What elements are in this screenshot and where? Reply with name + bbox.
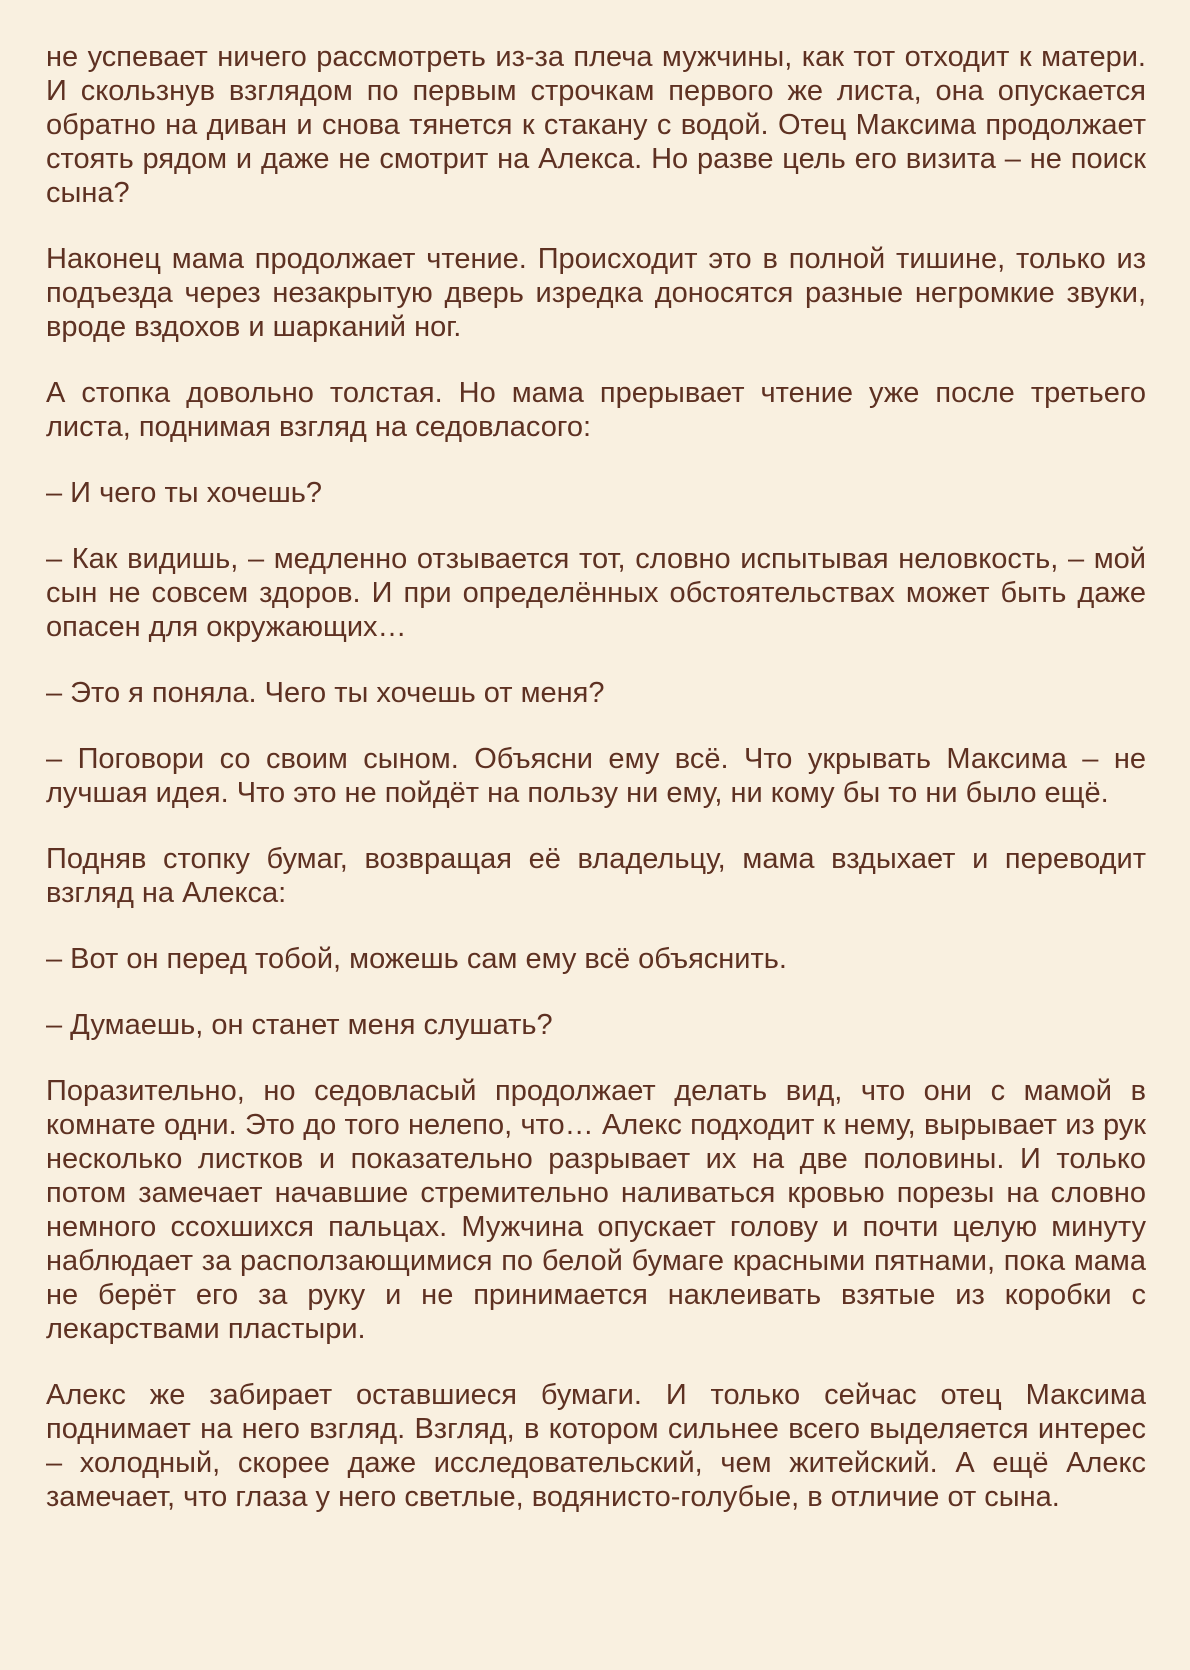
- dialogue-line: – Поговори со своим сыном. Объясни ему всё. Что укрывать Максима – не лучшая идея. Что это не пойдёт на пользу ни ему, ни кому бы то ни было ещё.: [46, 743, 1146, 809]
- dialogue-line: – Это я поняла. Чего ты хочешь от меня?: [46, 677, 605, 709]
- paragraph: Наконец мама продолжает чтение. Происходит это в полной тишине, только из подъезда через незакрытую дверь изредка доносятся разные негромкие звуки, вроде вздохов и шарканий ног.: [46, 243, 1146, 343]
- dialogue-line: – Как видишь, – медленно отзывается тот, словно испытывая неловкость, – мой сын не совсем здоров. И при определённых обстоятельствах может быть даже опасен для окружающих…: [46, 543, 1146, 643]
- dialogue-line: – Вот он перед тобой, можешь сам ему всё объяснить.: [46, 943, 787, 975]
- paragraph: Подняв стопку бумаг, возвращая её владельцу, мама вздыхает и переводит взгляд на Алекса:: [46, 843, 1146, 909]
- paragraph: Поразительно, но седовласый продолжает делать вид, что они с мамой в комнате одни. Это до того нелепо, что… Алекс подходит к нему, вырывает из рук несколько листков и показательно разрывает их на две половины. И только потом замечает начавшие стремительно наливаться кровью порезы на словно немного ссохшихся пальцах. Мужчина опускает голову и почти целую минуту наблюдает за расползающимися по белой бумаге красными пятнами, пока мама не берёт его за руку и не принимается наклеивать взятые из коробки с лекарствами пластыри.: [46, 1075, 1146, 1345]
- paragraph: Алекс же забирает оставшиеся бумаги. И только сейчас отец Максима поднимает на него взгляд. Взгляд, в котором сильнее всего выделяется интерес – холодный, скорее даже исследовательский, чем житейский. А ещё Алекс замечает, что глаза у него светлые, водянисто-голубые, в отличие от сына.: [46, 1379, 1146, 1513]
- paragraph: А стопка довольно толстая. Но мама прерывает чтение уже после третьего листа, поднимая взгляд на седовласого:: [46, 377, 1146, 443]
- dialogue-line: – Думаешь, он станет меня слушать?: [46, 1009, 553, 1041]
- paragraph: не успевает ничего рассмотреть из-за плеча мужчины, как тот отходит к матери. И скользнув взглядом по первым строчкам первого же листа, она опускается обратно на диван и снова тянется к стакану с водой. Отец Максима продолжает стоять рядом и даже не смотрит на Алекса. Но разве цель его визита – не поиск сына?: [46, 41, 1146, 209]
- dialogue-line: – И чего ты хочешь?: [46, 477, 323, 509]
